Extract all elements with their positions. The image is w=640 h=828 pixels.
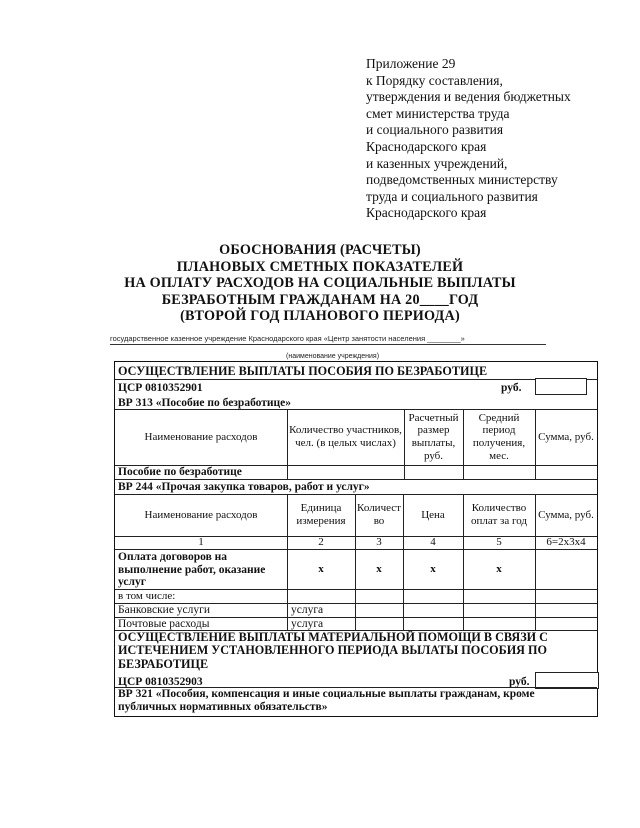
appendix-line: к Порядку составления, [366,72,503,88]
title-line: (ВТОРОЙ ГОД ПЛАНОВОГО ПЕРИОДА) [180,308,460,324]
section2-vr: ВР 244 «Прочая закупка товаров, работ и услуг» [118,481,370,493]
col-header-price: Цена [421,508,445,521]
divider [403,494,404,630]
section1-csr: ЦСР 0810352901 [118,382,203,394]
organization-name: государственное казенное учреждение Краснодарского края «Центр занятости населения ________» [110,334,546,345]
col-header-sum: Сумма, руб. [538,430,594,443]
appendix-line: труда и социального развития [366,188,538,204]
section3-heading: ОСУЩЕСТВЛЕНИЕ ВЫПЛАТЫ МАТЕРИАЛЬНОЙ ПОМОЩИ В СВЯЗИ С ИСТЕЧЕНИЕМ УСТАНОВЛЕННОГО ПЕРИОДА ВЫЛАТЫ ПОСОБИЯ ПО БЕЗРАБОТИЦЕ [118,630,548,671]
document-title [100,242,540,325]
section1-heading: ОСУЩЕСТВЛЕНИЕ ВЫПЛАТЫ ПОСОБИЯ ПО БЕЗРАБОТИЦЕ [118,364,488,378]
section3-rub-label: руб. [509,676,530,688]
section3-csr: ЦСР 0810352903 [118,676,203,688]
col-header-quantity: Количество [357,502,401,527]
col-header-sum: Сумма, руб. [538,508,594,521]
organization-caption: (наименование учреждения) [286,353,380,360]
contract-mark: х [318,562,324,575]
section1-rub-label: руб. [501,382,522,394]
col-number: 1 [198,536,204,549]
calculation-form [114,361,598,717]
divider [404,409,405,479]
col-header-unit: Единица измерения [296,502,346,527]
divider [115,589,597,590]
appendix-line: Краснодарского края [366,138,487,154]
row-bank-services: Банковские услуги [118,604,211,616]
appendix-line: и социального развития [366,122,504,138]
appendix-note [366,56,636,222]
divider [115,479,597,480]
col-number: 5 [496,536,502,549]
col-header-expense-name: Наименование расходов [144,430,258,443]
divider [287,494,288,630]
divider [535,409,536,479]
col-number: 6=2х3х4 [546,536,586,549]
row-contracts: Оплата договоров на выполнение работ, оказание услуг [118,551,266,589]
divider [355,494,356,630]
section1-amount-field[interactable] [535,378,587,395]
including-label: в том числе: [118,590,176,602]
unit-postal-expenses: услуга [291,618,324,630]
appendix-line: Краснодарского края [366,205,487,221]
contract-mark: х [496,562,502,575]
title-line: ОБОСНОВАНИЯ (РАСЧЕТЫ) [219,242,421,258]
unit-bank-services: услуга [291,604,324,616]
divider [463,494,464,630]
section3-vr: ВР 321 «Пособия, компенсация и иные социальные выплаты гражданам, кроме публичных нормативных обязательств» [118,688,535,713]
appendix-line: утверждения и ведения бюджетных [366,89,571,105]
col-header-participants: Количество участников, чел. (в целых числах) [289,424,402,449]
appendix-line: смет министерства труда [366,105,510,121]
row-postal-expenses: Почтовые расходы [118,618,210,630]
contract-mark: х [430,562,436,575]
col-header-payment-size: Расчетный размер выплаты, руб. [408,411,459,462]
row-unemployment-benefit: Пособие по безработице [118,466,242,478]
title-line: НА ОПЛАТУ РАСХОДОВ НА СОЦИАЛЬНЫЕ ВЫПЛАТЫ [124,275,516,291]
col-header-payments-per-year: Количество оплат за год [470,502,528,527]
title-line: БЕЗРАБОТНЫМ ГРАЖДАНАМ НА 20____ГОД [161,291,479,308]
col-header-expense-name: Наименование расходов [144,508,258,521]
appendix-line: подведомственных министерству [366,172,558,188]
contract-mark: х [376,562,382,575]
divider [287,409,288,479]
appendix-line: и казенных учреждений, [366,155,508,171]
title-line: ПЛАНОВЫХ СМЕТНЫХ ПОКАЗАТЕЛЕЙ [176,258,464,275]
col-number: 2 [318,536,324,549]
col-number: 3 [376,536,382,549]
divider [115,379,597,380]
appendix-line: Приложение 29 [366,56,456,71]
section1-vr: ВР 313 «Пособие по безработице» [118,397,292,409]
col-number: 4 [430,536,436,549]
col-header-period: Средний период получения, мес. [472,411,526,462]
divider [535,494,536,630]
divider [463,409,464,479]
